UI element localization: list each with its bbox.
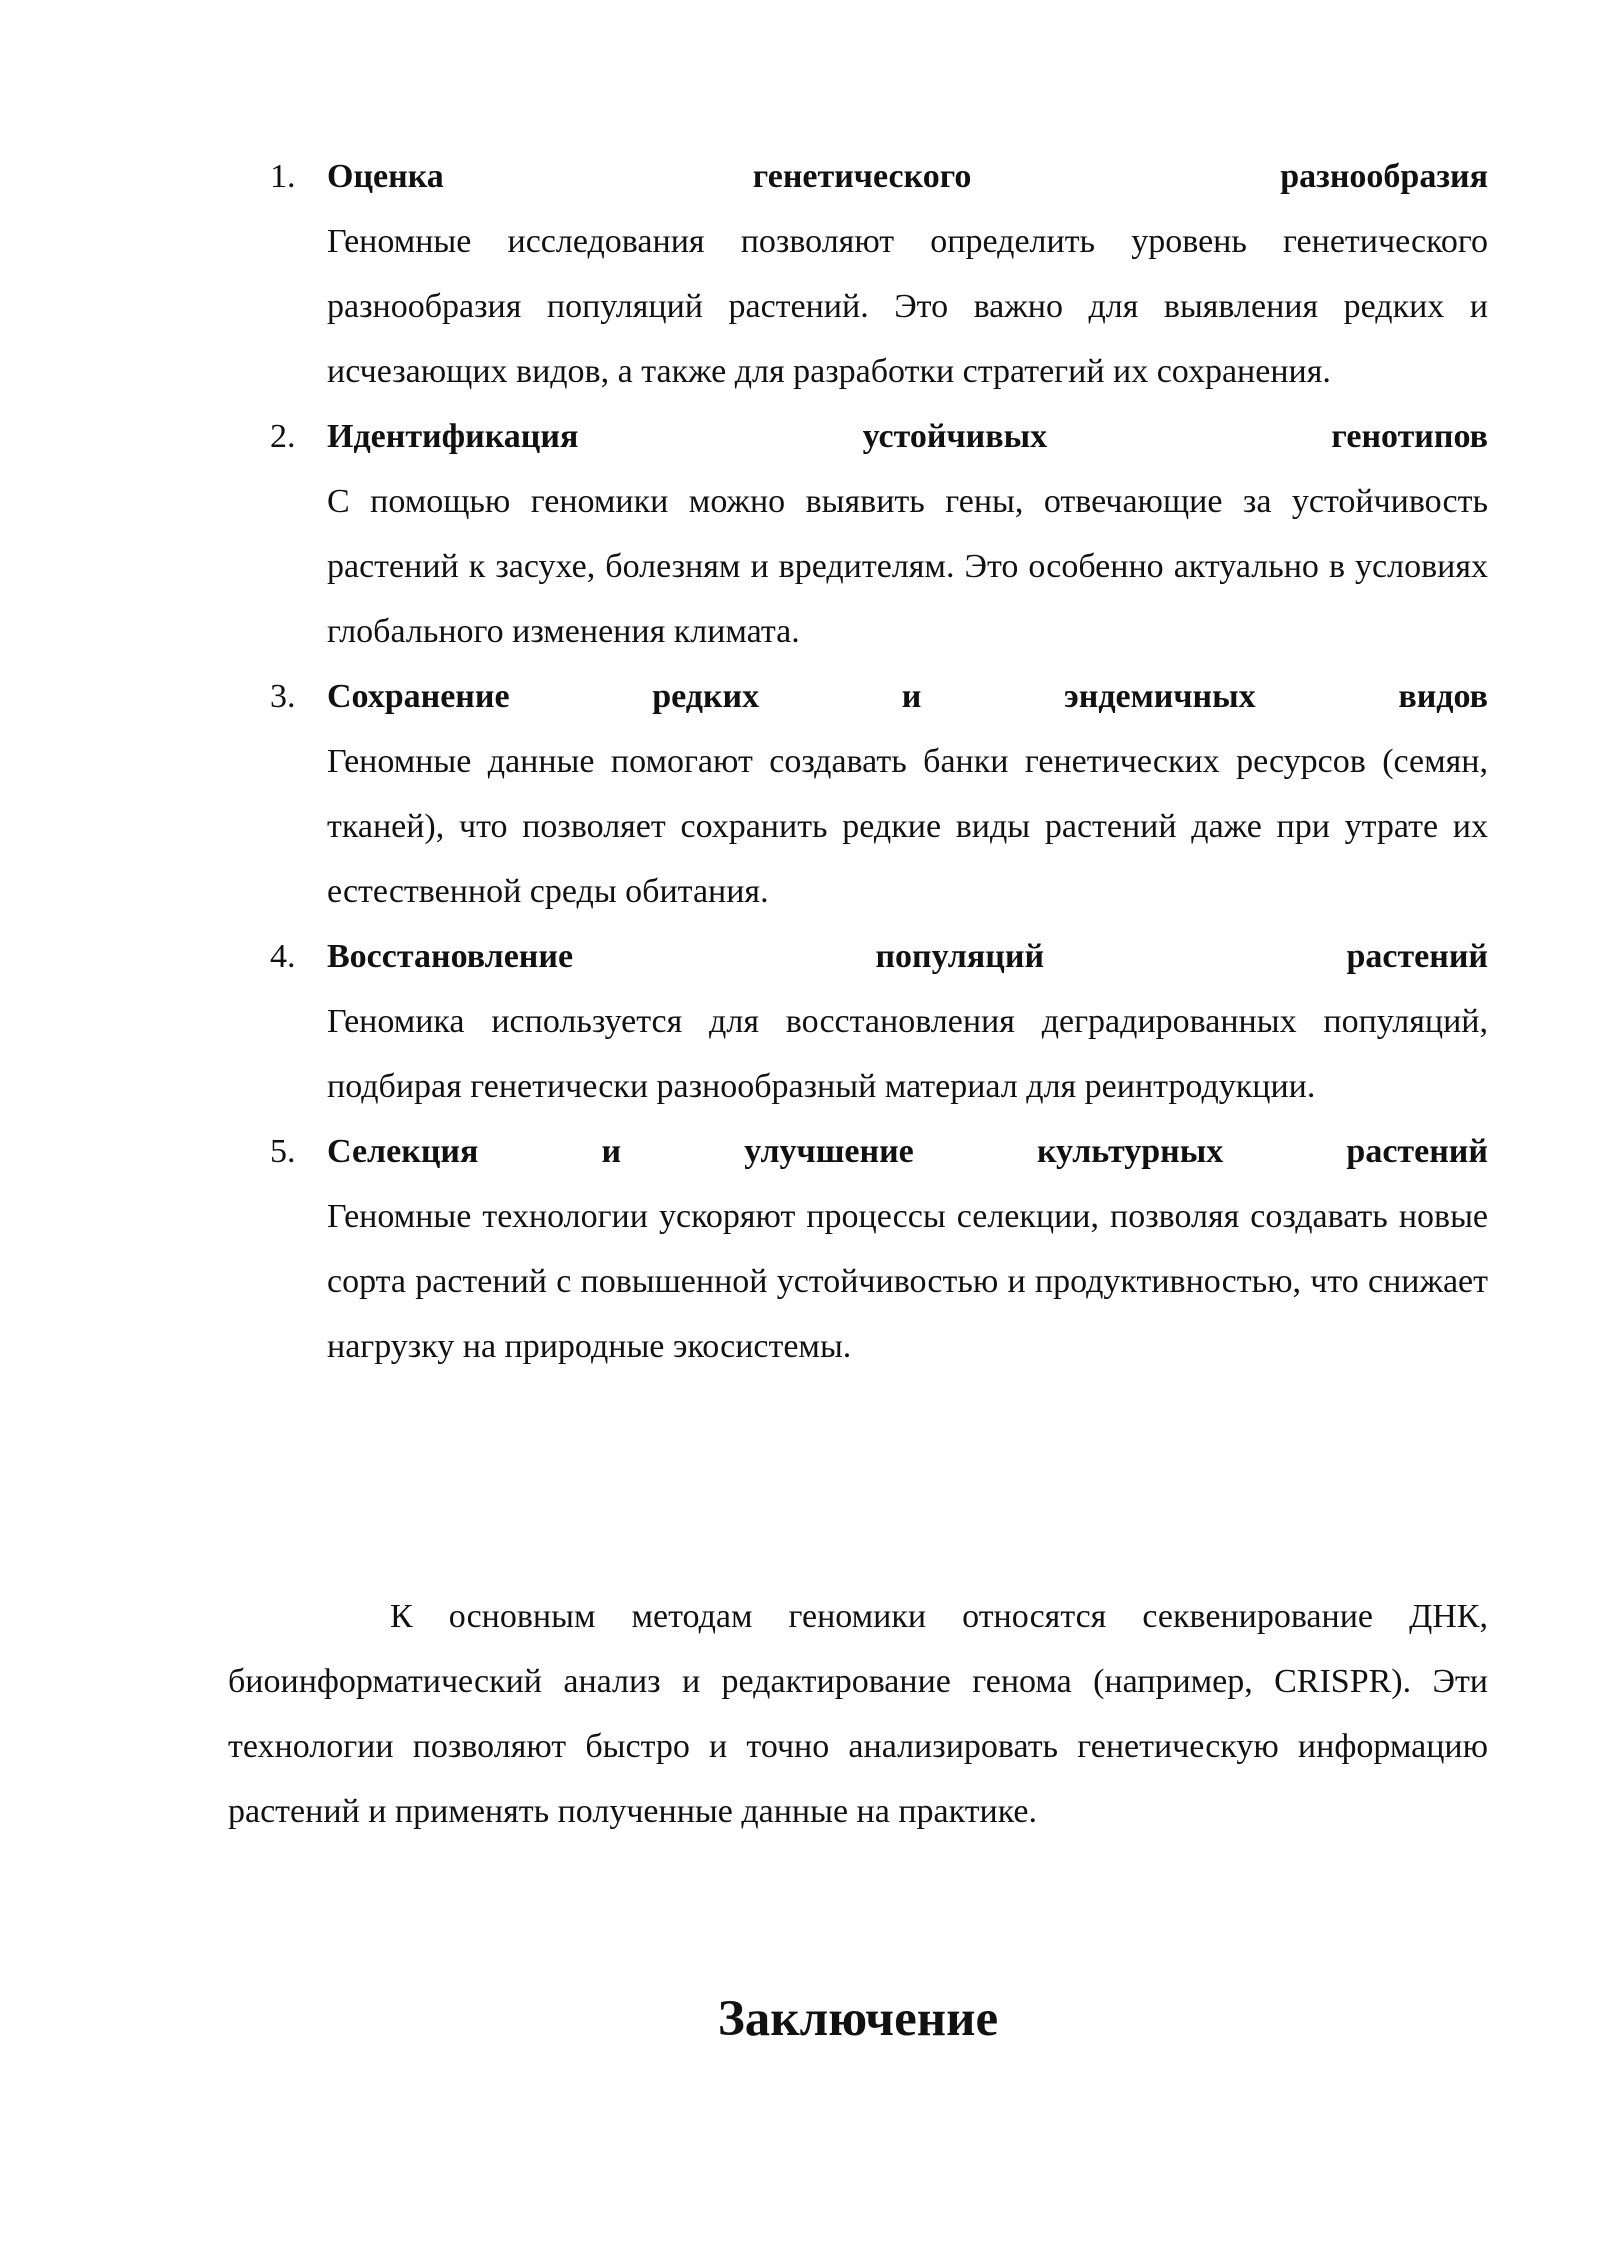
body-paragraph: К основным методам геномики относятся секвенирование ДНК, биоинформатический анализ и редактирование генома (например, CRISPR). Эти технологии позволяют быстро и точно анализировать генетическую информацию растений и применять полученные данные на практике.: [228, 1598, 1488, 1830]
list-item-number: 3.: [270, 678, 296, 715]
list-item: [270, 144, 1488, 404]
list-item-number: 1.: [270, 158, 296, 195]
list-item: [270, 404, 1488, 664]
list-item: [270, 1119, 1488, 1379]
list-item-number: 5.: [270, 1133, 296, 1170]
list-item-heading: Оценка генетического разнообразия: [327, 158, 1488, 195]
list-item-number: 2.: [270, 418, 296, 455]
list-item-text: Геномные данные помогают создавать банки генетических ресурсов (семян, тканей), что позволяет сохранить редкие виды растений даже при утрате их естественной среды обитания.: [327, 743, 1488, 910]
list-item-text: С помощью геномики можно выявить гены, отвечающие за устойчивость растений к засухе, болезням и вредителям. Это особенно актуально в условиях глобального изменения климата.: [327, 483, 1488, 650]
list-item-text: Геномика используется для восстановления деградированных популяций, подбирая генетически разнообразный материал для реинтродукции.: [327, 1003, 1488, 1105]
list-item-heading: Сохранение редких и эндемичных видов: [327, 678, 1488, 715]
list-item-heading: Идентификация устойчивых генотипов: [327, 418, 1488, 455]
list-item-text: Геномные технологии ускоряют процессы селекции, позволяя создавать новые сорта растений с повышенной устойчивостью и продуктивностью, что снижает нагрузку на природные экосистемы.: [327, 1198, 1488, 1365]
list-item-heading: Селекция и улучшение культурных растений: [327, 1133, 1488, 1170]
list-item: [270, 924, 1488, 1119]
list-item-number: 4.: [270, 938, 296, 975]
list-item-heading: Восстановление популяций растений: [327, 938, 1488, 975]
numbered-list: [270, 144, 1488, 1379]
list-item-text: Геномные исследования позволяют определить уровень генетического разнообразия популяций растений. Это важно для выявления редких и исчезающих видов, а также для разработки стратегий их сохранения.: [327, 223, 1488, 390]
list-item: [270, 664, 1488, 924]
section-heading-conclusion: Заключение: [717, 1991, 999, 2047]
